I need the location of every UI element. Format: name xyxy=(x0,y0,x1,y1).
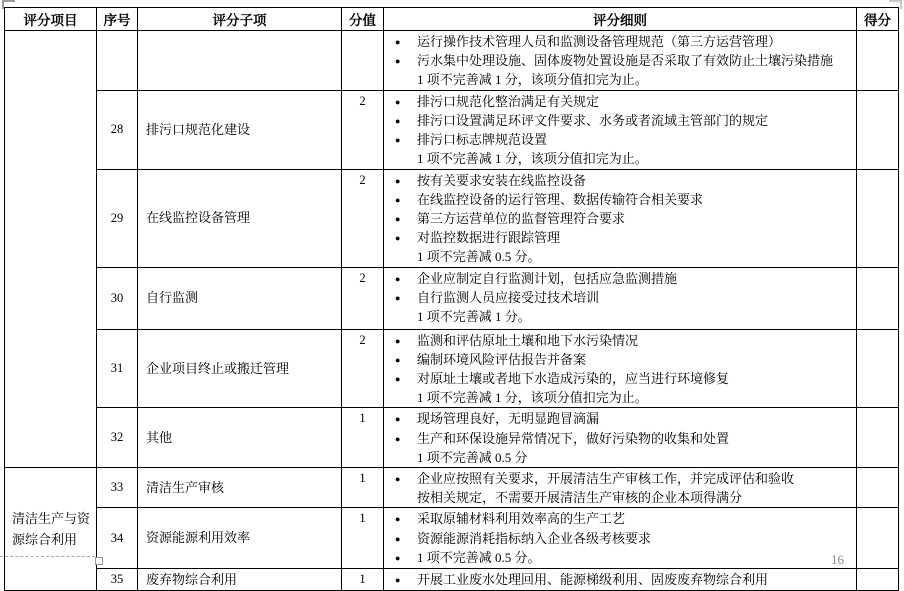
bullet-icon: ● xyxy=(395,56,401,67)
detail-line xyxy=(392,489,852,507)
cell-score: 1 xyxy=(342,408,384,468)
detail-line xyxy=(392,172,852,191)
table-row xyxy=(5,267,899,329)
detail-line xyxy=(392,470,852,489)
cell-no: 32 xyxy=(97,408,138,468)
cell-details xyxy=(384,169,857,267)
detail-line xyxy=(392,289,852,308)
detail-text: 运行操作技术管理人员和监测设备管理规范（第三方运营管理） xyxy=(417,34,782,49)
detail-text: 采取原辅材料利用效率高的生产工艺 xyxy=(417,511,626,527)
detail-text: 1 项不完善减 1 分，该项分值扣完为止。 xyxy=(417,72,648,88)
bullet-icon: ● xyxy=(395,374,401,385)
cell-details xyxy=(384,90,857,169)
detail-text: 生产和环保设施异常情况下，做好污染物的收集和处置 xyxy=(417,430,730,446)
table-row xyxy=(5,569,899,591)
bullet-icon: ● xyxy=(395,575,401,586)
cell-no: 29 xyxy=(97,169,138,267)
table-row xyxy=(5,31,899,91)
detail-text: 对监控数据进行跟踪管理 xyxy=(417,230,561,246)
cell-score-obtained xyxy=(857,267,899,329)
table-row xyxy=(5,169,899,267)
table-header-row xyxy=(5,8,899,31)
detail-line xyxy=(392,351,852,370)
cell-sub-item: 排污口规范化建设 xyxy=(138,90,342,169)
bullet-icon: ● xyxy=(395,335,401,346)
detail-text: 对原址土壤或者地下水造成污染的，应当进行环境修复 xyxy=(417,371,730,387)
detail-line xyxy=(392,71,852,89)
cell-score: 2 xyxy=(342,169,384,267)
cell-no: 34 xyxy=(97,508,138,569)
cell-details xyxy=(384,408,857,468)
detail-text: 1 项不完善减 0.5 分。 xyxy=(417,249,541,265)
cell-project-section-2 xyxy=(5,468,97,591)
cell-details xyxy=(384,468,857,508)
bullet-icon: ● xyxy=(395,533,401,544)
table-row xyxy=(5,408,899,468)
bullet-icon: ● xyxy=(395,354,401,365)
bullet-icon: ● xyxy=(395,273,401,284)
cell-details xyxy=(384,267,857,329)
bullet-icon: ● xyxy=(395,552,401,563)
cell-no: 35 xyxy=(97,569,138,591)
page-number: 16 xyxy=(831,552,844,567)
detail-text: 第三方运营单位的监督管理符合要求 xyxy=(417,211,626,227)
header-details: 评分细则 xyxy=(384,8,857,31)
header-score: 分值 xyxy=(342,8,384,31)
cell-details xyxy=(384,508,857,569)
detail-line xyxy=(392,270,852,289)
table-row xyxy=(5,468,899,508)
detail-text: 资源能源消耗指标纳入企业各级考核要求 xyxy=(417,530,652,546)
section-label: 清洁生产与资源综合利用 xyxy=(12,511,91,548)
detail-text: 排污口设置满足环评文件要求、水务或者流域主管部门的规定 xyxy=(417,112,769,128)
cell-score: 2 xyxy=(342,90,384,169)
detail-line xyxy=(392,410,852,429)
detail-line xyxy=(392,308,852,326)
cell-sub-item: 清洁生产审核 xyxy=(138,468,342,508)
bullet-icon: ● xyxy=(395,96,401,107)
cell-score-obtained xyxy=(857,468,899,508)
detail-line xyxy=(392,248,852,266)
detail-line xyxy=(392,332,852,351)
cell-details xyxy=(384,329,857,408)
detail-line xyxy=(392,33,852,52)
detail-line xyxy=(392,530,852,549)
bullet-icon: ● xyxy=(395,115,401,126)
header-project: 评分项目 xyxy=(5,8,97,31)
bullet-icon: ● xyxy=(395,135,401,146)
cell-sub-item: 资源能源利用效率 xyxy=(138,508,342,569)
detail-text: 1 项不完善减 0.5 分 xyxy=(417,449,528,465)
cell-sub-item: 在线监控设备管理 xyxy=(138,169,342,267)
cell-sub-item: 废弃物综合利用 xyxy=(138,569,342,591)
cell-score-obtained xyxy=(857,169,899,267)
detail-text: 1 项不完善减 1 分，该项分值扣完为止。 xyxy=(417,151,648,167)
detail-line xyxy=(392,549,852,568)
detail-text: 现场管理良好，无明显跑冒滴漏 xyxy=(417,411,600,427)
cell-sub-item xyxy=(138,31,342,91)
detail-line xyxy=(392,510,852,529)
cell-sub-item: 其他 xyxy=(138,408,342,468)
cell-score-obtained xyxy=(857,408,899,468)
table-row xyxy=(5,329,899,408)
bullet-icon: ● xyxy=(395,37,401,47)
page-boundary-dashed-line xyxy=(0,556,95,557)
header-got: 得分 xyxy=(857,8,899,31)
cell-no: 30 xyxy=(97,267,138,329)
cell-sub-item: 自行监测 xyxy=(138,267,342,329)
detail-line xyxy=(392,370,852,389)
cell-score: 1 xyxy=(342,508,384,569)
detail-line xyxy=(392,449,852,467)
detail-text: 监测和评估原址土壤和地下水污染情况 xyxy=(417,332,639,348)
detail-text: 污水集中处理设施、固体废物处置设施是否采取了有效防止土壤污染措施 xyxy=(417,53,834,69)
scoring-table xyxy=(4,7,899,591)
detail-line xyxy=(392,191,852,210)
cell-score: 2 xyxy=(342,267,384,329)
cell-score: 1 xyxy=(342,468,384,508)
detail-line xyxy=(392,131,852,150)
bullet-icon: ● xyxy=(395,292,401,303)
bullet-icon: ● xyxy=(395,514,401,525)
cell-sub-item: 企业项目终止或搬迁管理 xyxy=(138,329,342,408)
cell-score-obtained xyxy=(857,508,899,569)
cell-score-obtained xyxy=(857,569,899,591)
cell-project-section-1 xyxy=(5,31,97,468)
detail-text: 在线监控设备的运行管理、数据传输符合相关要求 xyxy=(417,191,704,207)
detail-text: 排污口规范化整治满足有关规定 xyxy=(417,93,600,109)
detail-text: 企业应制定自行监测计划，包括应急监测措施 xyxy=(417,270,678,286)
cell-no: 31 xyxy=(97,329,138,408)
cell-details xyxy=(384,569,857,591)
header-sub-item: 评分子项 xyxy=(138,8,342,31)
detail-line xyxy=(392,430,852,449)
detail-line xyxy=(392,571,852,590)
bullet-icon: ● xyxy=(395,474,401,485)
detail-text: 企业应按照有关要求，开展清洁生产审核工作，并完成评估和验收 xyxy=(417,471,795,487)
cell-no: 28 xyxy=(97,90,138,169)
cell-score-obtained xyxy=(857,329,899,408)
detail-line xyxy=(392,112,852,131)
header-no: 序号 xyxy=(97,8,138,31)
detail-text: 开展工业废水处理回用、能源梯级利用、固废废弃物综合利用 xyxy=(417,572,769,588)
cell-score-obtained xyxy=(857,31,899,91)
bullet-icon: ● xyxy=(395,175,401,186)
detail-line xyxy=(392,210,852,229)
detail-text: 1 项不完善减 1 分，该项分值扣完为止。 xyxy=(417,390,648,406)
detail-text: 1 项不完善减 1 分。 xyxy=(417,309,531,325)
detail-text: 按有关要求安装在线监控设备 xyxy=(417,172,587,188)
cell-score: 1 xyxy=(342,569,384,591)
cell-score xyxy=(342,31,384,91)
detail-text: 1 项不完善减 0.5 分。 xyxy=(417,549,541,565)
detail-text: 自行监测人员应接受过技术培训 xyxy=(417,289,600,305)
table-resize-handle xyxy=(95,557,103,565)
detail-line xyxy=(392,93,852,112)
detail-text: 编制环境风险评估报告并备案 xyxy=(417,351,587,367)
bullet-icon: ● xyxy=(395,194,401,205)
bullet-icon: ● xyxy=(395,414,401,425)
cell-score-obtained xyxy=(857,90,899,169)
bullet-icon: ● xyxy=(395,214,401,225)
bullet-icon: ● xyxy=(395,233,401,244)
detail-line xyxy=(392,389,852,407)
detail-text: 按相关规定，不需要开展清洁生产审核的企业本项得满分 xyxy=(417,490,743,506)
cell-score: 2 xyxy=(342,329,384,408)
cell-no xyxy=(97,31,138,91)
detail-line xyxy=(392,150,852,168)
table-row xyxy=(5,90,899,169)
cell-details xyxy=(384,31,857,91)
bullet-icon: ● xyxy=(395,433,401,444)
cell-no: 33 xyxy=(97,468,138,508)
detail-text: 排污口标志牌规范设置 xyxy=(417,132,548,148)
detail-line xyxy=(392,229,852,248)
detail-line xyxy=(392,52,852,71)
table-row xyxy=(5,508,899,569)
